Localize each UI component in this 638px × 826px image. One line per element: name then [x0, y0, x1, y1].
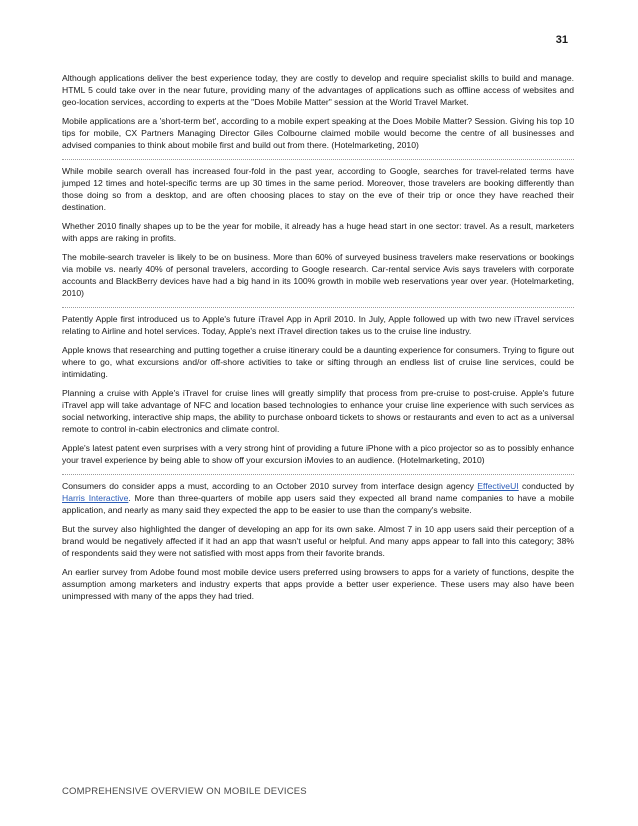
paragraph-business-traveler: The mobile-search traveler is likely to be on business. More than 60% of surveyed business travelers make reservations or bookings via mobile vs. nearly 40% of personal travelers, according to Google research. Car-rental service Avis says travelers with corporate accounts and BlackBerry devices have had a big hand in its 100% growth in mobile web reservations year over year. (Hotelmarketing, 2010) [62, 252, 574, 299]
effectiveui-link[interactable]: EffectiveUI [477, 480, 519, 491]
paragraph-adobe-survey: An earlier survey from Adobe found most mobile device users preferred using browsers to apps for a variety of functions, despite the assumption among marketers and industry experts that apps provide a better user experience. These users may also have been unimpressed with many of the apps they had tried. [62, 567, 574, 602]
section-separator [62, 307, 574, 308]
paragraph-year-for-mobile: Whether 2010 finally shapes up to be the year for mobile, it already has a huge head start in one sector: travel. As a result, marketers with apps are raking in profits. [62, 220, 574, 244]
document-body [62, 72, 574, 609]
survey-text-middle: conducted by [518, 480, 574, 491]
page-number: 31 [555, 34, 568, 46]
section-separator [62, 159, 574, 160]
paragraph-survey-danger: But the survey also highlighted the danger of developing an app for its own sake. Almost 7 in 10 app users said their perception of a brand would be negatively affected if it had an app that wasn't useful or helpful. And many apps appear to fall into this category; 38% of respondents said they were not satisfied with most apps from their favorite brands. [62, 523, 574, 558]
section-separator [62, 474, 574, 475]
paragraph-consumer-survey [62, 480, 574, 516]
survey-text-before: Consumers do consider apps a must, according to an October 2010 survey from interface design agency [62, 480, 478, 491]
paragraph-itravel-intro: Patently Apple first introduced us to Apple's future iTravel App in April 2010. In July, Apple followed up with two new iTravel services relating to Airline and hotel services. Today, Apple's next iTravel direction takes us to the cruise line industry. [62, 313, 574, 336]
paragraph-short-term-bet: Mobile applications are a 'short-term bet', according to a mobile expert speaking at the Does Mobile Matter? Session. Giving his top 10 tips for mobile, CX Partners Managing Director Giles Colbourne claimed mobile would become the centre of all businesses and advised companies to think about mobile first and build out from there. (Hotelmarketing, 2010) [62, 116, 574, 151]
survey-text-after: . More than three-quarters of mobile app users said they expected all brand name companies to have a mobile application, and nearly as many said they expected the app to be easier to use than the company's website. [62, 492, 575, 515]
harris-interactive-link[interactable]: Harris Interactive [62, 492, 129, 503]
footer-title: COMPREHENSIVE OVERVIEW ON MOBILE DEVICES [62, 786, 307, 797]
paragraph-mobile-search: While mobile search overall has increased four-fold in the past year, according to Google, searches for travel-related terms have jumped 12 times and hotel-specific terms are up 30 times in the same period. Moreover, those travelers are booking differently than those doing so from a desktop, and are often choosing places to stay on the eve of their trip or once they have reached their destination. [62, 165, 574, 212]
paragraph-planning-cruise: Planning a cruise with Apple's iTravel for cruise lines will greatly simplify that process from pre-cruise to post-cruise. Apple's future iTravel app will take advantage of NFC and location based technologies to enhance your cruise line experience with such services as social networking, interactive ship maps, the ability to purchase onboard tickets to shows or restaurants and even to act as a universal remote to control in-cabin electronics and climate control. [62, 387, 574, 435]
paragraph-cruise-itinerary: Apple knows that researching and putting together a cruise itinerary could be a daunting experience for consumers. Trying to figure out where to go, what excursions and/or off-shore activities to take or sifting through an endless list of cruise line services, could be intimidating. [62, 344, 574, 379]
paragraph-pico-projector: Apple's latest patent even surprises with a very strong hint of providing a future iPhone with a pico projector so as to possibly enhance your travel experience by being able to show off your excursion iMovies to an audience. (Hotelmarketing, 2010) [62, 443, 574, 466]
paragraph-html5: Although applications deliver the best experience today, they are costly to develop and require specialist skills to build and manage. HTML 5 could take over in the near future, providing many of the advantages of applications such as offline access of websites and geo-location services, according to experts at the "Does Mobile Matter" session at the World Travel Market. [62, 73, 574, 108]
